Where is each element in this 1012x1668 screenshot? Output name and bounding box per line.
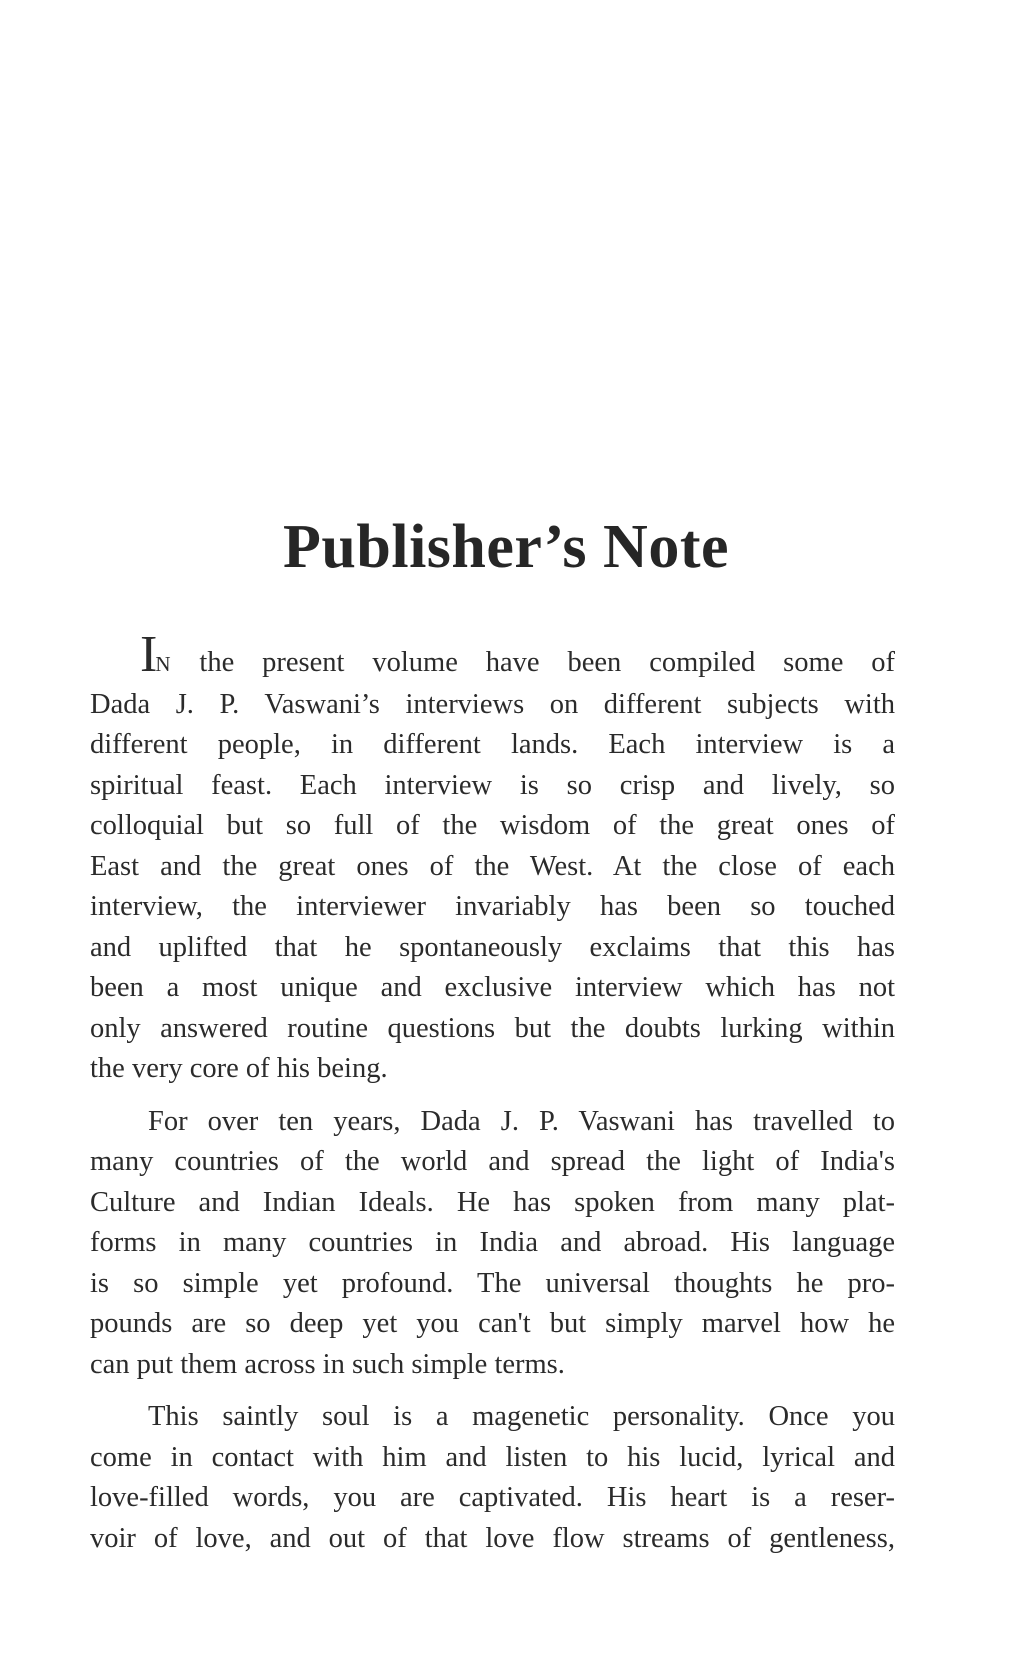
body-text — [90, 626, 895, 1559]
text-line: voir of love, and out of that love flow streams of gentleness, — [90, 1522, 895, 1554]
text-line: Dada J. P. Vaswani’s interviews on different subjects with — [90, 688, 895, 720]
text-line: been a most unique and exclusive interview which has not — [90, 972, 895, 1003]
page-title: Publisher’s Note — [283, 513, 729, 581]
text-line: colloquial but so full of the wisdom of the great ones of — [90, 810, 895, 841]
text-line: love-filled words, you are captivated. His heart is a reser- — [90, 1482, 895, 1513]
drop-cap: I — [140, 626, 156, 683]
text-line: spiritual feast. Each interview is so crisp and lively, so — [90, 769, 895, 801]
paragraph-1 — [90, 626, 895, 1090]
paragraph-3 — [90, 1397, 895, 1559]
text-line: different people, in different lands. Each interview is a — [90, 729, 895, 760]
text-line: can put them across in such simple terms. — [90, 1348, 565, 1380]
text-line: For over ten years, Dada J. P. Vaswani has travelled to — [148, 1105, 895, 1137]
text-line: pounds are so deep yet you can't but simply marvel how he — [90, 1308, 895, 1339]
text-line: East and the great ones of the West. At the close of each — [90, 850, 895, 882]
text-line: IN the present volume have been compiled some of — [140, 626, 895, 683]
text-line: interview, the interviewer invariably has been so touched — [90, 891, 895, 922]
text-line: Culture and Indian Ideals. He has spoken from many plat- — [90, 1186, 895, 1218]
small-cap: N — [155, 652, 172, 676]
text-line: is so simple yet profound. The universal thoughts he pro- — [90, 1267, 895, 1299]
text-line: come in contact with him and listen to his lucid, lyrical and — [90, 1441, 895, 1473]
text-line: only answered routine questions but the doubts lurking within — [90, 1012, 895, 1044]
paragraph-2 — [90, 1102, 895, 1386]
text-line: and uplifted that he spontaneously exclaims that this has — [90, 931, 895, 963]
text-line: This saintly soul is a magenetic personality. Once you — [148, 1401, 895, 1432]
text-line: many countries of the world and spread the light of India's — [90, 1146, 895, 1177]
text-line: the very core of his being. — [90, 1053, 388, 1084]
text-line: forms in many countries in India and abroad. His language — [90, 1227, 895, 1258]
